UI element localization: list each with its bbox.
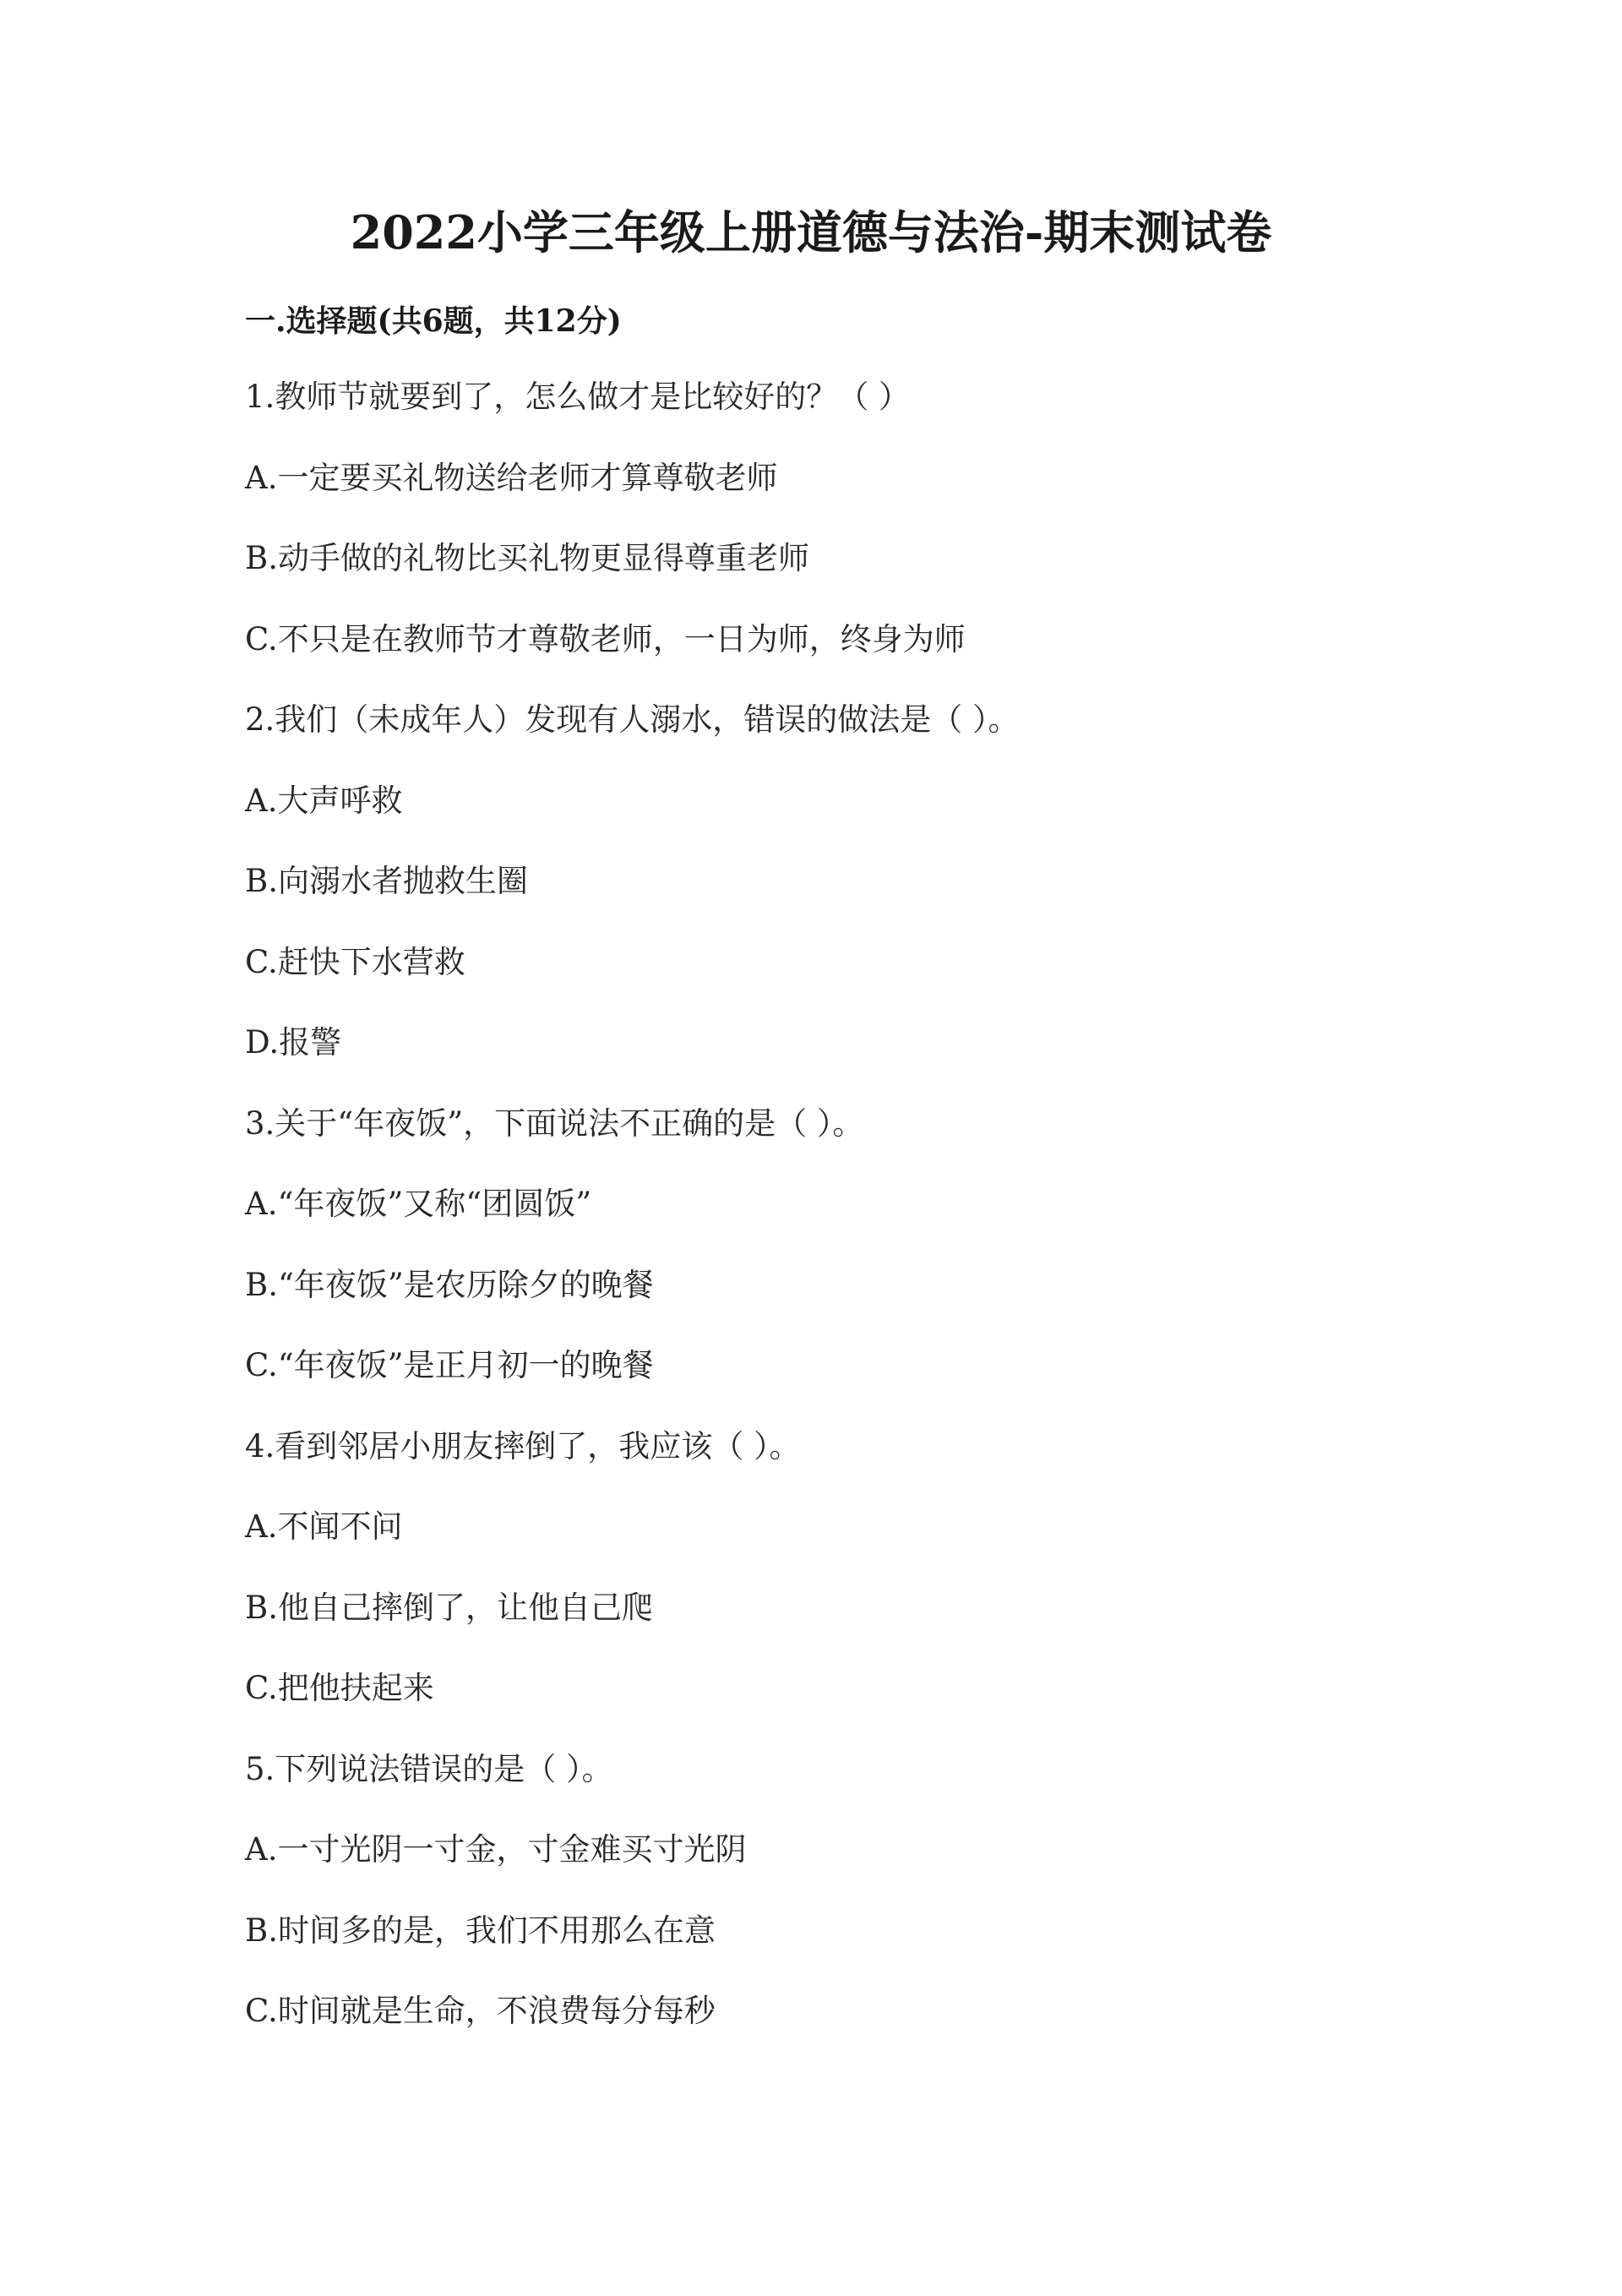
question-3: 3.关于“年夜饭”，下面说法不正确的是（ ）。 bbox=[245, 1104, 864, 1142]
question-4-option-c: C.把他扶起来 bbox=[245, 1670, 434, 1706]
section-heading: 一.选择题(共6题，共12分) bbox=[245, 303, 622, 339]
question-list bbox=[245, 372, 1428, 2067]
question-4-option-a: A.不闻不问 bbox=[245, 1508, 403, 1545]
question-2: 2.我们（未成年人）发现有人溺水，错误的做法是（ ）。 bbox=[245, 701, 1020, 738]
question-2-option-a: A.大声呼救 bbox=[245, 782, 403, 819]
question-5: 5.下列说法错误的是（ ）。 bbox=[245, 1750, 613, 1787]
question-3-option-b: B.“年夜饭”是农历除夕的晚餐 bbox=[245, 1266, 654, 1303]
question-2-option-b: B.向溺水者抛救生圈 bbox=[245, 863, 528, 899]
question-3-option-a: A.“年夜饭”又称“团圆饭” bbox=[245, 1186, 592, 1222]
question-5-option-c: C.时间就是生命，不浪费每分每秒 bbox=[245, 1993, 716, 2029]
question-3-option-c: C.“年夜饭”是正月初一的晚餐 bbox=[245, 1347, 654, 1383]
question-1-option-b: B.动手做的礼物比买礼物更显得尊重老师 bbox=[245, 540, 809, 576]
question-4-option-b: B.他自己摔倒了，让他自己爬 bbox=[245, 1589, 653, 1626]
question-5-option-b: B.时间多的是，我们不用那么在意 bbox=[245, 1912, 716, 1949]
question-2-option-d: D.报警 bbox=[245, 1024, 342, 1061]
question-1-option-c: C.不只是在教师节才尊敬老师，一日为师，终身为师 bbox=[245, 620, 966, 657]
question-2-option-c: C.赶快下水营救 bbox=[245, 943, 465, 980]
question-1: 1.教师节就要到了，怎么做才是比较好的？（ ） bbox=[245, 379, 911, 415]
question-5-option-a: A.一寸光阴一寸金，寸金难买寸光阴 bbox=[245, 1831, 747, 1868]
question-4: 4.看到邻居小朋友摔倒了，我应该（ ）。 bbox=[245, 1427, 801, 1464]
question-1-option-a: A.一定要买礼物送给老师才算尊敬老师 bbox=[245, 459, 778, 496]
exam-title: 2022小学三年级上册道德与法治-期末测试卷 bbox=[350, 205, 1272, 259]
